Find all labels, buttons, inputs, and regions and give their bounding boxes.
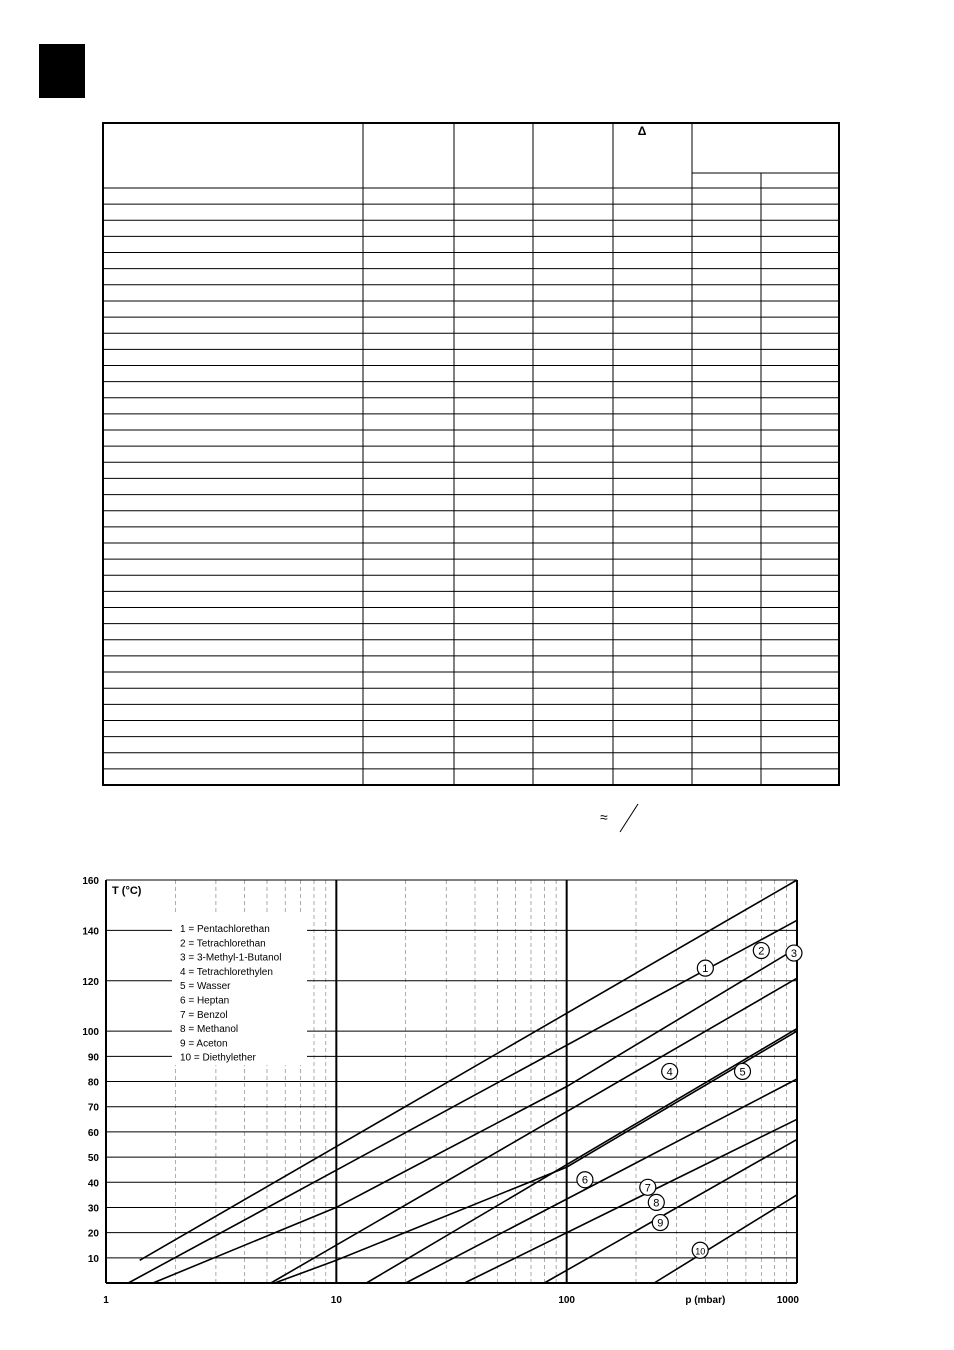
series-marker-6 — [577, 1172, 593, 1188]
y-tick-label: 120 — [82, 976, 99, 988]
series-line-9 — [544, 1139, 797, 1283]
series-marker-label: 1 — [702, 963, 709, 976]
table-delta-header: Δ — [637, 124, 647, 138]
legend-entry: 4 = Tetrachlorethylen — [180, 966, 273, 978]
series-marker-2 — [753, 943, 769, 959]
chart-canvas — [0, 860, 954, 1320]
series-marker-7 — [640, 1179, 656, 1195]
series-line-4 — [271, 978, 797, 1283]
vapor-pressure-chart — [0, 860, 954, 1320]
series-marker-3 — [786, 945, 802, 961]
x-tick-label: 10 — [330, 1295, 342, 1306]
series-marker-9 — [652, 1215, 668, 1231]
y-tick-label: 10 — [87, 1253, 99, 1265]
series-marker-label: 5 — [739, 1066, 746, 1079]
series-marker-label: 6 — [581, 1174, 588, 1187]
legend-entry: 7 = Benzol — [180, 1009, 228, 1021]
y-tick-label: 50 — [87, 1153, 99, 1165]
series-marker-label: 7 — [644, 1182, 651, 1195]
fraction-slash — [620, 804, 638, 832]
legend-entry: 10 = Diethylether — [180, 1052, 256, 1064]
y-tick-label: 30 — [87, 1203, 99, 1215]
series-marker-label: 3 — [790, 948, 798, 961]
y-tick-label: 160 — [82, 876, 99, 887]
series-marker-label: 10 — [695, 1246, 706, 1257]
legend-entry: 2 = Tetrachlorethan — [180, 938, 266, 950]
y-tick-label: 70 — [87, 1102, 99, 1114]
series-marker-label: 8 — [653, 1197, 660, 1210]
x-axis-label: p (mbar) — [685, 1295, 726, 1306]
series-marker-label: 2 — [758, 945, 765, 958]
y-tick-label: 40 — [87, 1178, 99, 1190]
y-tick-label: 80 — [87, 1077, 99, 1089]
series-marker-8 — [648, 1194, 664, 1210]
x-tick-label: 1 — [103, 1295, 109, 1306]
y-tick-label: 100 — [82, 1027, 99, 1039]
series-marker-label: 4 — [666, 1066, 673, 1079]
legend-entry: 5 = Wasser — [180, 981, 231, 993]
legend-entry: 6 = Heptan — [180, 995, 230, 1007]
approx-symbol: ≈ — [600, 809, 608, 825]
series-marker-10 — [692, 1242, 708, 1258]
series-marker-5 — [735, 1063, 751, 1079]
legend-entry: 9 = Aceton — [180, 1038, 228, 1050]
series-line-7 — [406, 1079, 797, 1283]
series-marker-4 — [662, 1063, 678, 1079]
y-tick-label: 20 — [87, 1228, 99, 1240]
legend-entry: 8 = Methanol — [180, 1024, 239, 1036]
series-marker-1 — [697, 960, 713, 976]
series-marker-label: 9 — [657, 1217, 664, 1230]
y-axis-label: T (°C) — [112, 885, 142, 897]
approx-note — [590, 800, 650, 840]
legend-entry: 3 = 3-Methyl-1-Butanol — [180, 952, 282, 964]
y-tick-label: 60 — [87, 1127, 99, 1139]
series-line-8 — [465, 1119, 798, 1283]
legend-entry: 1 = Pentachlorethan — [180, 924, 270, 935]
y-tick-label: 140 — [82, 926, 99, 938]
y-tick-label: 90 — [87, 1052, 99, 1064]
x-tick-label: 100 — [558, 1295, 576, 1306]
table-border — [103, 123, 839, 785]
x-tick-label: 1000 — [776, 1295, 799, 1306]
series-line-6 — [366, 1029, 797, 1283]
